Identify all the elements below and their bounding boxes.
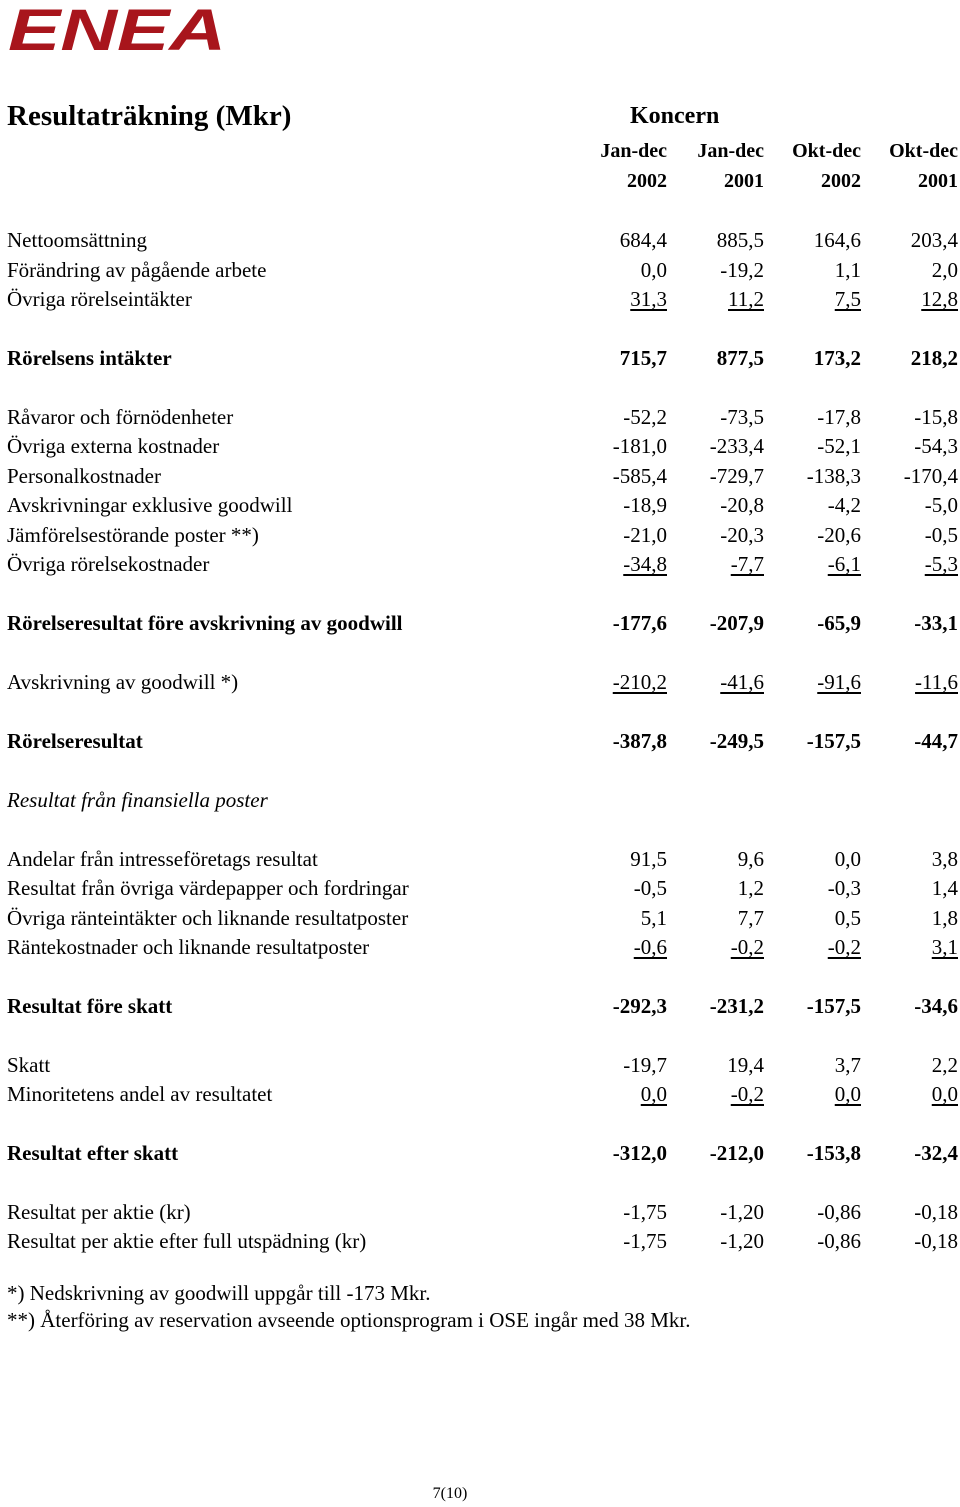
cell-value: 5,1 (640, 906, 667, 930)
cell-value: -0,2 (827, 935, 861, 959)
row-label: Resultat per aktie efter full utspädning (kr) (7, 1229, 367, 1253)
row-label: Resultat från finansiella poster (7, 788, 268, 812)
cell-value: 1,2 (737, 876, 764, 900)
cell-value: -207,9 (709, 611, 764, 635)
cell-value: -210,2 (612, 670, 667, 694)
section-heading (0, 788, 960, 816)
cell-value: 164,6 (813, 228, 861, 252)
cell-value: -0,6 (633, 935, 667, 959)
cell-value: -231,2 (709, 994, 764, 1018)
cell-value: -6,1 (827, 552, 861, 576)
row-label: Övriga rörelsekostnader (7, 552, 210, 576)
row-label: Andelar från intresseföretags resultat (7, 847, 318, 871)
table-row (0, 287, 960, 315)
cell-value: -20,8 (720, 493, 764, 517)
row-label: Skatt (7, 1053, 51, 1077)
cell-value: 218,2 (910, 346, 958, 370)
cell-value: 0,0 (834, 1082, 861, 1106)
cell-value: 173,2 (813, 346, 861, 370)
cell-value: -729,7 (709, 464, 764, 488)
row-label: Övriga ränteintäkter och liknande resultatposter (7, 906, 409, 930)
subtotal-row (0, 1141, 960, 1169)
cell-value: 3,7 (834, 1053, 861, 1077)
cell-value: 3,1 (931, 935, 958, 959)
table-row (0, 405, 960, 433)
footnote: *) Nedskrivning av goodwill uppgår till -173 Mkr. (7, 1281, 431, 1305)
cell-value: -5,3 (924, 552, 958, 576)
page-title: Resultaträkning (Mkr) (7, 100, 292, 132)
table-row (0, 228, 960, 256)
cell-value: -19,7 (623, 1053, 667, 1077)
cell-value: -19,2 (720, 258, 764, 282)
cell-value: 0,0 (931, 1082, 958, 1106)
cell-value: -312,0 (612, 1141, 667, 1165)
cell-value: -1,75 (623, 1229, 667, 1253)
cell-value: -0,3 (827, 876, 861, 900)
cell-value: 19,4 (727, 1053, 764, 1077)
enea-logo (6, 6, 230, 54)
subtotal-row (0, 346, 960, 374)
footnote: **) Återföring av reservation avseende optionsprogram i OSE ingår med 38 Mkr. (7, 1308, 691, 1332)
cell-value: -5,0 (924, 493, 958, 517)
column-header-period: Okt-dec (889, 140, 958, 162)
row-label: Minoritetens andel av resultatet (7, 1082, 273, 1106)
cell-value: -91,6 (817, 670, 861, 694)
cell-value: -212,0 (709, 1141, 764, 1165)
cell-value: -52,2 (623, 405, 667, 429)
table-row (0, 876, 960, 904)
cell-value: -387,8 (612, 729, 667, 753)
row-label: Rörelsens intäkter (7, 346, 172, 370)
cell-value: -4,2 (827, 493, 861, 517)
group-label: Koncern (630, 103, 720, 129)
column-header-year: 2001 (918, 170, 958, 192)
cell-value: 11,2 (728, 287, 764, 311)
cell-value: 2,0 (931, 258, 958, 282)
cell-value: 0,0 (834, 847, 861, 871)
cell-value: -20,6 (817, 523, 861, 547)
column-header-year: 2002 (627, 170, 667, 192)
cell-value: 0,0 (640, 258, 667, 282)
row-label: Räntekostnader och liknande resultatposter (7, 935, 370, 959)
cell-value: -1,75 (623, 1200, 667, 1224)
cell-value: -233,4 (709, 434, 764, 458)
table-row (0, 1053, 960, 1081)
row-label: Resultat före skatt (7, 994, 173, 1018)
cell-value: -181,0 (612, 434, 667, 458)
cell-value: -0,2 (730, 1082, 764, 1106)
table-row (0, 1200, 960, 1228)
cell-value: -157,5 (806, 994, 861, 1018)
cell-value: -7,7 (730, 552, 764, 576)
cell-value: 7,5 (834, 287, 861, 311)
cell-value: -34,8 (623, 552, 667, 576)
cell-value: 91,5 (630, 847, 667, 871)
table-row (0, 258, 960, 286)
table-row (0, 847, 960, 875)
cell-value: -0,86 (817, 1200, 861, 1224)
row-label: Avskrivning av goodwill *) (7, 670, 239, 694)
cell-value: -0,18 (914, 1229, 958, 1253)
cell-value: -0,5 (924, 523, 958, 547)
cell-value: 877,5 (716, 346, 764, 370)
cell-value: 885,5 (716, 228, 764, 252)
row-label: Resultat per aktie (kr) (7, 1200, 191, 1224)
cell-value: -0,86 (817, 1229, 861, 1253)
table-row (0, 464, 960, 492)
cell-value: 31,3 (630, 287, 667, 311)
subtotal-row (0, 729, 960, 757)
row-label: Förändring av pågående arbete (7, 258, 267, 282)
cell-value: -138,3 (806, 464, 861, 488)
cell-value: -1,20 (720, 1229, 764, 1253)
cell-value: 1,4 (931, 876, 958, 900)
cell-value: -0,5 (633, 876, 667, 900)
column-header-year: 2001 (724, 170, 764, 192)
cell-value: 684,4 (619, 228, 667, 252)
table-row (0, 434, 960, 462)
cell-value: -73,5 (720, 405, 764, 429)
cell-value: -18,9 (623, 493, 667, 517)
table-row (0, 552, 960, 580)
cell-value: -21,0 (623, 523, 667, 547)
cell-value: -0,2 (730, 935, 764, 959)
cell-value: 12,8 (921, 287, 958, 311)
cell-value: -52,1 (817, 434, 861, 458)
cell-value: -34,6 (914, 994, 958, 1018)
cell-value: 0,0 (640, 1082, 667, 1106)
cell-value: -65,9 (817, 611, 861, 635)
cell-value: -0,18 (914, 1200, 958, 1224)
column-header-year: 2002 (821, 170, 861, 192)
cell-value: 203,4 (910, 228, 958, 252)
column-header-period: Jan-dec (600, 140, 667, 162)
row-label: Rörelseresultat före avskrivning av goodwill (7, 611, 403, 635)
cell-value: -157,5 (806, 729, 861, 753)
row-label: Personalkostnader (7, 464, 161, 488)
cell-value: -32,4 (914, 1141, 958, 1165)
cell-value: 1,1 (834, 258, 861, 282)
table-row (0, 1229, 960, 1257)
column-header-period: Jan-dec (697, 140, 764, 162)
cell-value: -20,3 (720, 523, 764, 547)
row-label: Rörelseresultat (7, 729, 143, 753)
subtotal-row (0, 611, 960, 639)
cell-value: -170,4 (903, 464, 958, 488)
table-row (0, 493, 960, 521)
row-label: Övriga externa kostnader (7, 434, 220, 458)
cell-value: -292,3 (612, 994, 667, 1018)
row-label: Resultat efter skatt (7, 1141, 179, 1165)
row-label: Resultat från övriga värdepapper och fordringar (7, 876, 409, 900)
cell-value: 0,5 (834, 906, 861, 930)
cell-value: -54,3 (914, 434, 958, 458)
cell-value: -41,6 (720, 670, 764, 694)
row-label: Råvaror och förnödenheter (7, 405, 234, 429)
table-row (0, 1082, 960, 1110)
subtotal-row (0, 994, 960, 1022)
table-row (0, 935, 960, 963)
cell-value: -585,4 (612, 464, 667, 488)
cell-value: -33,1 (914, 611, 958, 635)
cell-value: 7,7 (737, 906, 764, 930)
row-label: Avskrivningar exklusive goodwill (7, 493, 293, 517)
cell-value: -11,6 (915, 670, 958, 694)
cell-value: -44,7 (914, 729, 958, 753)
cell-value: -15,8 (914, 405, 958, 429)
cell-value: 9,6 (737, 847, 764, 871)
cell-value: -249,5 (709, 729, 764, 753)
cell-value: 715,7 (619, 346, 667, 370)
row-label: Övriga rörelseintäkter (7, 287, 192, 311)
table-row (0, 670, 960, 698)
cell-value: -153,8 (806, 1141, 861, 1165)
cell-value: 3,8 (931, 847, 958, 871)
cell-value: -177,6 (612, 611, 667, 635)
column-header-period: Okt-dec (792, 140, 861, 162)
row-label: Nettoomsättning (7, 228, 147, 252)
cell-value: 1,8 (931, 906, 958, 930)
table-row (0, 523, 960, 551)
row-label: Jämförelsestörande poster **) (7, 523, 259, 547)
cell-value: -17,8 (817, 405, 861, 429)
table-row (0, 906, 960, 934)
logo-text: ENEA (8, 6, 226, 54)
cell-value: -1,20 (720, 1200, 764, 1224)
page-number: 7(10) (432, 1485, 468, 1502)
cell-value: 2,2 (931, 1053, 958, 1077)
